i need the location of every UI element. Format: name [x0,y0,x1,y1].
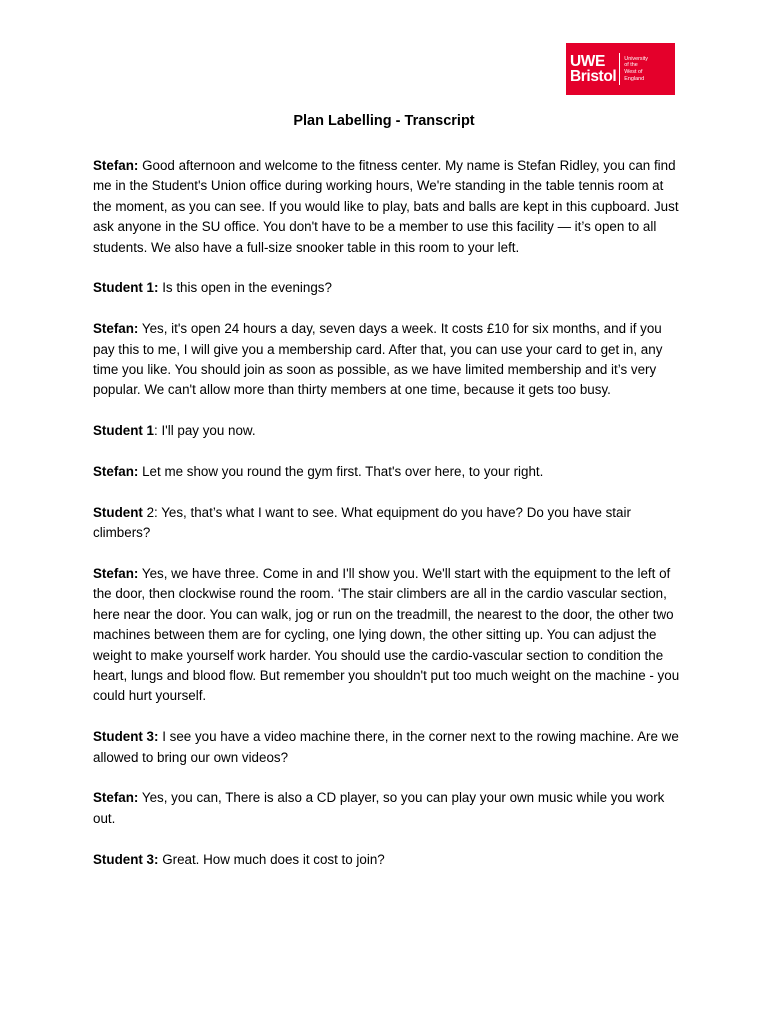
speaker-name: Student 1: [93,280,159,296]
speaker-name: Student 3: [93,729,159,745]
speech-text: Let me show you round the gym first. That's over here, to your right. [138,464,544,480]
logo-line-1: UWE [570,53,605,70]
speaker-name: Student 1 [93,423,155,439]
logo-sub-line: England [624,75,645,82]
transcript-entry [93,462,683,482]
speech-text: : I'll pay you now. [154,423,256,439]
logo-sub-line: of the [624,62,638,69]
speaker-name: Student 3: [93,851,159,867]
transcript-entry [93,788,683,829]
uwe-bristol-logo [566,43,675,95]
transcript-entry [93,503,683,544]
logo-wordmark [570,54,616,84]
transcript-entry [93,421,683,441]
speech-text: Yes, we have three. Come in and I'll show you. We'll start with the equipment to the left of the door, then clockwise round the room. ‘The stair climbers are all in the cardio vascular section, here near the door. You can walk, jog or run on the treadmill, the nearest to the door, the other two machines between them are for cycling, one lying down, the other sitting up. You can adjust the weight to make yourself work harder. You should use the cardio-vascular section to condition the heart, lungs and blood flow. But remember you shouldn't put too much weight on the machine - you could hurt yourself. [93,566,680,704]
speaker-name: Student [93,504,143,520]
transcript-entry [93,850,683,870]
speaker-name: Stefan: [93,464,139,480]
speech-text: Yes, it's open 24 hours a day, seven days a week. It costs £10 for six months, and if you pay this to me, I will give you a membership card. After that, you can use your card to get in, any time you like. You should join as soon as possible, as we have limited membership and it’s very popular. We can't allow more than thirty members at one time, because it gets too busy. [93,321,663,398]
transcript-entry [93,278,683,298]
logo-subtitle [624,56,648,82]
logo-divider [619,53,620,85]
logo-sub-line: West of [624,69,643,75]
speech-text: Good afternoon and welcome to the fitness center. My name is Stefan Ridley, you can find me in the Student's Union office during working hours, We're standing in the table tennis room at the moment, as you can see. If you would like to play, bats and balls are kept in this cupboard. Just ask anyone in the SU office. You don't have to be a member to use this facility — it’s open to all students. We also have a full-size snooker table in this room to your left. [93,158,679,255]
speech-text: Great. How much does it cost to join? [158,851,385,867]
speaker-name: Stefan: [93,790,139,806]
speech-text: Yes, you can, There is also a CD player, so you can play your own music while you work out. [93,790,665,826]
transcript-entry [93,727,683,768]
transcript-entry [93,156,683,258]
logo-sub-line: University [624,55,648,62]
speaker-name: Stefan: [93,566,139,582]
logo-line-2: Bristol [570,68,617,85]
speaker-name: Stefan: [93,158,139,173]
speech-text: I see you have a video machine there, in the corner next to the rowing machine. Are we allowed to bring our own videos? [93,729,679,765]
transcript-entry [93,319,683,401]
speaker-name: Stefan: [93,321,139,337]
speech-text: Is this open in the evenings? [158,280,332,296]
transcript-entry [93,564,683,707]
speech-text: 2: Yes, that’s what I want to see. What equipment do you have? Do you have stair climbers? [93,504,631,541]
transcript [93,156,683,870]
page-title: Plan Labelling - Transcript [293,113,475,129]
